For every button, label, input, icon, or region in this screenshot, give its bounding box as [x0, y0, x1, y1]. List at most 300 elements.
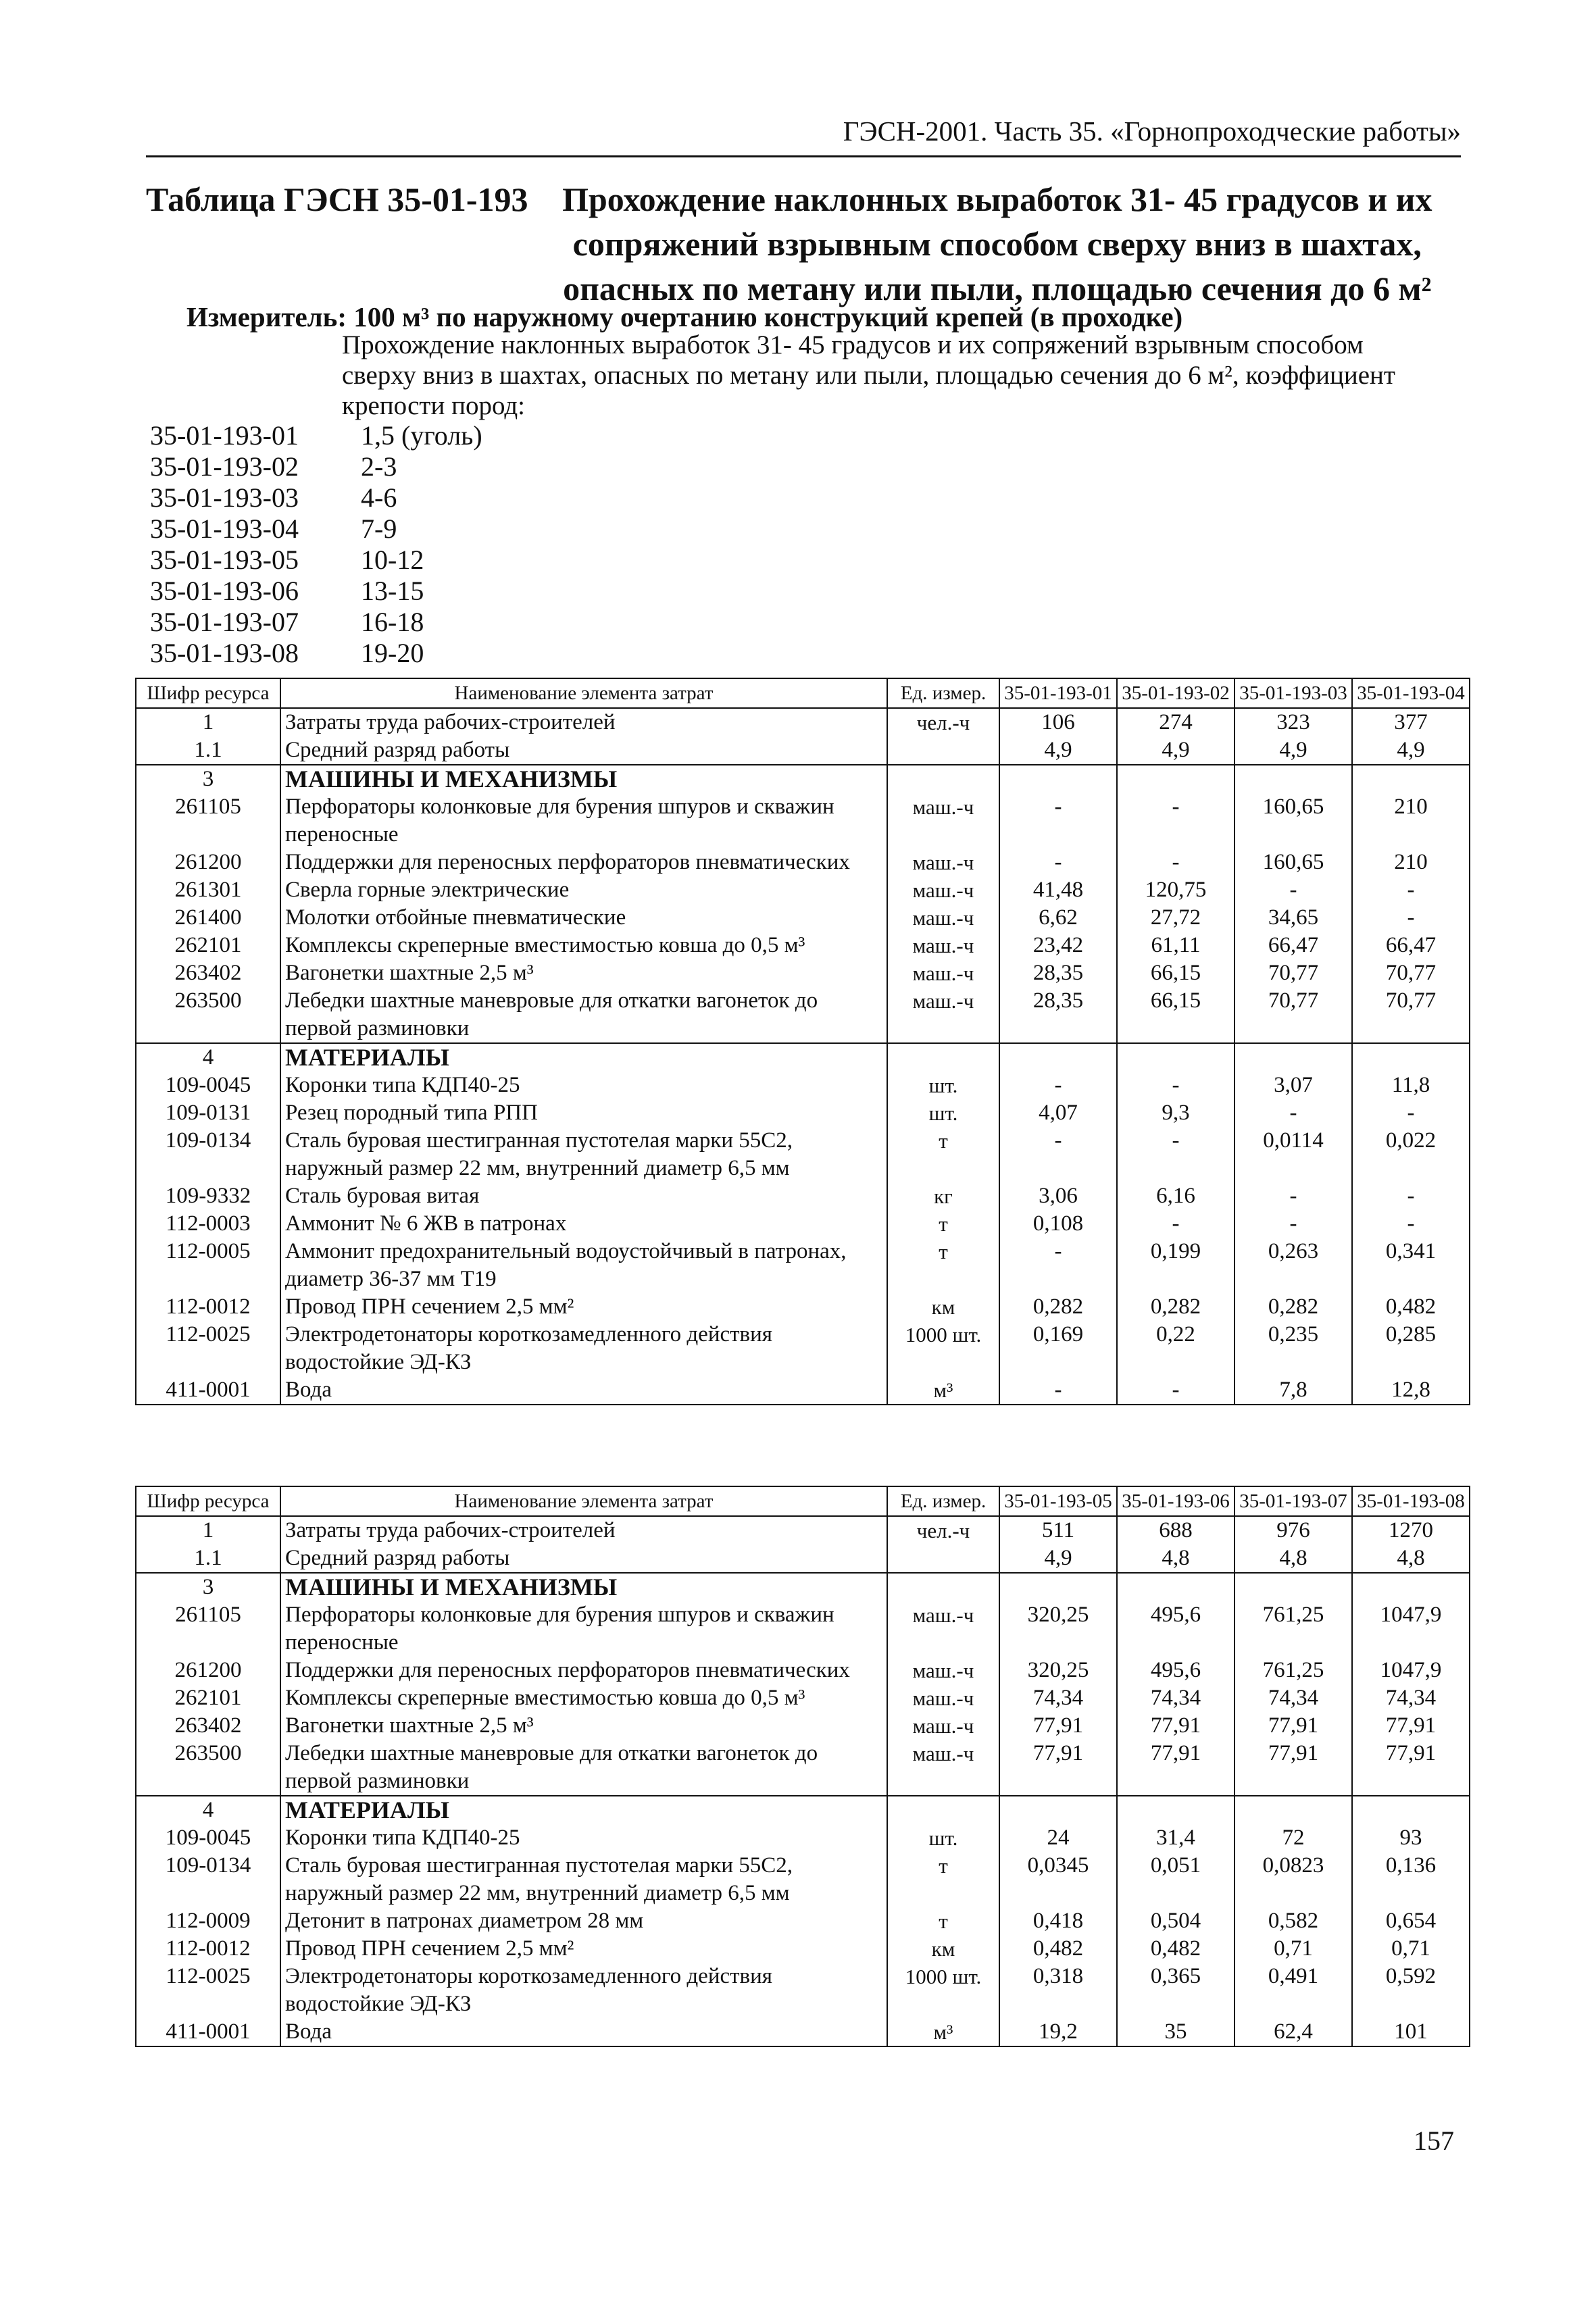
row-value: 74,34 [1235, 1684, 1352, 1712]
row-code: 109-0045 [136, 1824, 280, 1852]
header-col-2: 35-01-193-02 [1117, 678, 1235, 708]
row-value: 66,15 [1117, 987, 1235, 1043]
header-unit: Ед. измер. [887, 678, 999, 708]
table-row [136, 1182, 1470, 1210]
row-value: 77,91 [999, 1712, 1117, 1740]
row-unit: маш.-ч [887, 1712, 999, 1740]
table-row [136, 932, 1470, 959]
row-name: МАШИНЫ И МЕХАНИЗМЫ [280, 1573, 887, 1601]
row-value: 23,42 [999, 932, 1117, 959]
row-unit: т [887, 1907, 999, 1935]
row-value: 11,8 [1352, 1072, 1470, 1099]
row-code: 112-0005 [136, 1238, 280, 1293]
row-value: 0,263 [1235, 1238, 1352, 1293]
row-value: 77,91 [999, 1740, 1117, 1796]
row-value [1117, 765, 1235, 793]
row-value: 6,16 [1117, 1182, 1235, 1210]
row-value: 0,169 [999, 1321, 1117, 1376]
row-value: 27,72 [1117, 904, 1235, 932]
row-value: 4,8 [1117, 1544, 1235, 1573]
table-row [136, 1796, 1470, 1824]
row-unit: маш.-ч [887, 1740, 999, 1796]
row-code: 3 [136, 765, 280, 793]
row-name: Вода [280, 1376, 887, 1405]
row-value: - [1235, 1099, 1352, 1127]
row-value: - [1117, 849, 1235, 876]
row-value [1117, 1043, 1235, 1072]
row-name: Перфораторы колонковые для бурения шпуров и скважин переносные [280, 793, 887, 849]
row-code: 1 [136, 708, 280, 736]
row-value: 93 [1352, 1824, 1470, 1852]
row-value: 0,418 [999, 1907, 1117, 1935]
row-code: 109-0131 [136, 1099, 280, 1127]
row-name: Комплексы скреперные вместимостью ковша до 0,5 м³ [280, 932, 887, 959]
row-value: - [1352, 1099, 1470, 1127]
row-value: 7,8 [1235, 1376, 1352, 1405]
header-name: Наименование элемента затрат [280, 678, 887, 708]
code-id: 35-01-193-08 [150, 638, 299, 668]
row-unit: 1000 шт. [887, 1321, 999, 1376]
row-unit: шт. [887, 1099, 999, 1127]
row-unit: т [887, 1852, 999, 1907]
code-id: 35-01-193-06 [150, 576, 299, 606]
row-value: - [999, 1238, 1117, 1293]
table-row [136, 1321, 1470, 1376]
row-code: 263500 [136, 1740, 280, 1796]
table-row [136, 987, 1470, 1043]
row-value: 4,8 [1235, 1544, 1352, 1573]
row-name: Провод ПРН сечением 2,5 мм² [280, 1935, 887, 1963]
row-name: Средний разряд работы [280, 1544, 887, 1573]
row-value: 3,07 [1235, 1072, 1352, 1099]
meter-line: Измеритель: 100 м³ по наружному очертанию конструкций крепей (в проходке) [186, 301, 1183, 332]
row-value: - [1352, 1182, 1470, 1210]
table-row [136, 1516, 1470, 1544]
row-name: Комплексы скреперные вместимостью ковша до 0,5 м³ [280, 1684, 887, 1712]
row-value: 0,282 [1235, 1293, 1352, 1321]
row-value: 74,34 [1352, 1684, 1470, 1712]
row-value: 1270 [1352, 1516, 1470, 1544]
row-value: 3,06 [999, 1182, 1117, 1210]
code-id: 35-01-193-03 [150, 482, 299, 513]
code-value: 16-18 [361, 607, 424, 637]
row-unit: м³ [887, 1376, 999, 1405]
row-code: 1.1 [136, 1544, 280, 1573]
row-value: 66,47 [1235, 932, 1352, 959]
row-value: 761,25 [1235, 1657, 1352, 1684]
row-name: Перфораторы колонковые для бурения шпуров и скважин переносные [280, 1601, 887, 1657]
row-name: Электродетонаторы короткозамедленного действия водостойкие ЭД-КЗ [280, 1321, 887, 1376]
row-value: 210 [1352, 793, 1470, 849]
row-value: 4,9 [1117, 736, 1235, 765]
row-value: - [999, 1376, 1117, 1405]
row-value: 70,77 [1235, 987, 1352, 1043]
row-value: 0,285 [1352, 1321, 1470, 1376]
row-name: Сталь буровая шестигранная пустотелая марки 55С2, наружный размер 22 мм, внутренний диаметр 6,5 мм [280, 1852, 887, 1907]
table-row [136, 1657, 1470, 1684]
row-value: 976 [1235, 1516, 1352, 1544]
row-value: 0,0823 [1235, 1852, 1352, 1907]
row-value: - [1235, 876, 1352, 904]
row-name: Аммонит предохранительный водоустойчивый в патронах, диаметр 36-37 мм Т19 [280, 1238, 887, 1293]
row-value: 0,235 [1235, 1321, 1352, 1376]
header-code: Шифр ресурса [136, 678, 280, 708]
table-row [136, 736, 1470, 765]
row-unit: км [887, 1935, 999, 1963]
row-unit [887, 1043, 999, 1072]
code-value: 7-9 [361, 513, 397, 544]
header-unit: Ед. измер. [887, 1486, 999, 1516]
row-code: 262101 [136, 1684, 280, 1712]
header-col-4: 35-01-193-04 [1352, 678, 1470, 708]
row-name: Коронки типа КДП40-25 [280, 1824, 887, 1852]
row-value [1117, 1796, 1235, 1824]
row-value: 761,25 [1235, 1601, 1352, 1657]
row-value: 0,71 [1352, 1935, 1470, 1963]
row-value: 495,6 [1117, 1657, 1235, 1684]
table-row [136, 2018, 1470, 2046]
row-value: 511 [999, 1516, 1117, 1544]
table-row [136, 1684, 1470, 1712]
row-value: 160,65 [1235, 849, 1352, 876]
code-value: 19-20 [361, 638, 424, 668]
row-value: 34,65 [1235, 904, 1352, 932]
row-name: Поддержки для переносных перфораторов пневматических [280, 849, 887, 876]
row-value [1235, 1796, 1352, 1824]
row-value: 72 [1235, 1824, 1352, 1852]
code-id: 35-01-193-02 [150, 451, 299, 482]
row-value: 12,8 [1352, 1376, 1470, 1405]
code-id: 35-01-193-05 [150, 545, 299, 575]
table-row [136, 1293, 1470, 1321]
row-value: 0,341 [1352, 1238, 1470, 1293]
row-code: 4 [136, 1043, 280, 1072]
row-value: 77,91 [1352, 1740, 1470, 1796]
code-value: 2-3 [361, 451, 397, 482]
header-name: Наименование элемента затрат [280, 1486, 887, 1516]
code-item [150, 451, 482, 482]
header-col-4: 35-01-193-08 [1352, 1486, 1470, 1516]
row-name: Провод ПРН сечением 2,5 мм² [280, 1293, 887, 1321]
title-prefix: Таблица ГЭСН 35-01-193 [146, 180, 528, 218]
row-code: 112-0003 [136, 1210, 280, 1238]
row-value: 320,25 [999, 1601, 1117, 1657]
row-name: Молотки отбойные пневматические [280, 904, 887, 932]
row-value: - [1352, 904, 1470, 932]
row-value: 66,47 [1352, 932, 1470, 959]
row-code: 261105 [136, 1601, 280, 1657]
code-item [150, 513, 482, 545]
code-value: 10-12 [361, 545, 424, 575]
row-value: 320,25 [999, 1657, 1117, 1684]
code-item [150, 482, 482, 513]
row-value [1352, 1573, 1470, 1601]
row-name: Лебедки шахтные маневровые для откатки вагонеток до первой разминовки [280, 1740, 887, 1796]
row-value: 101 [1352, 2018, 1470, 2046]
row-value: 160,65 [1235, 793, 1352, 849]
row-unit [887, 1796, 999, 1824]
page-header: ГЭСН-2001. Часть 35. «Горнопроходческие работы» [146, 115, 1461, 157]
table-row [136, 1712, 1470, 1740]
row-value: 4,8 [1352, 1544, 1470, 1573]
row-value: 0,136 [1352, 1852, 1470, 1907]
row-value: 274 [1117, 708, 1235, 736]
table-row [136, 1852, 1470, 1907]
row-unit: маш.-ч [887, 849, 999, 876]
row-value: 688 [1117, 1516, 1235, 1544]
row-value: 77,91 [1235, 1712, 1352, 1740]
table-row [136, 1544, 1470, 1573]
row-value: - [1352, 1210, 1470, 1238]
row-value: 77,91 [1117, 1712, 1235, 1740]
row-value: - [1235, 1182, 1352, 1210]
row-value: 74,34 [1117, 1684, 1235, 1712]
code-item [150, 607, 482, 638]
row-unit: маш.-ч [887, 959, 999, 987]
row-unit [887, 1573, 999, 1601]
row-unit: т [887, 1210, 999, 1238]
row-value: 0,654 [1352, 1907, 1470, 1935]
row-value: 0,318 [999, 1963, 1117, 2018]
row-unit: т [887, 1127, 999, 1182]
title-line-1: Прохождение наклонных выработок 31- 45 градусов и их [562, 180, 1432, 218]
row-value: 74,34 [999, 1684, 1117, 1712]
row-value: - [1352, 876, 1470, 904]
row-value: 106 [999, 708, 1117, 736]
row-value: 0,282 [999, 1293, 1117, 1321]
table-row [136, 904, 1470, 932]
table-row [136, 708, 1470, 736]
row-name: МАТЕРИАЛЫ [280, 1796, 887, 1824]
row-code: 261301 [136, 876, 280, 904]
table-row [136, 1072, 1470, 1099]
code-id: 35-01-193-07 [150, 607, 299, 637]
code-id: 35-01-193-04 [150, 513, 299, 544]
row-value: 70,77 [1352, 987, 1470, 1043]
row-unit: чел.-ч [887, 708, 999, 736]
row-value: 0,22 [1117, 1321, 1235, 1376]
row-unit: маш.-ч [887, 987, 999, 1043]
row-name: МАШИНЫ И МЕХАНИЗМЫ [280, 765, 887, 793]
row-value: 9,3 [1117, 1099, 1235, 1127]
row-value: 0,199 [1117, 1238, 1235, 1293]
row-name: Коронки типа КДП40-25 [280, 1072, 887, 1099]
row-value: 4,9 [999, 736, 1117, 765]
row-value [1352, 765, 1470, 793]
row-code: 1 [136, 1516, 280, 1544]
row-code: 261105 [136, 793, 280, 849]
code-value: 1,5 (уголь) [361, 420, 482, 451]
row-value: - [1117, 1127, 1235, 1182]
header-col-2: 35-01-193-06 [1117, 1486, 1235, 1516]
row-name: Вагонетки шахтные 2,5 м³ [280, 1712, 887, 1740]
header-col-3: 35-01-193-03 [1235, 678, 1352, 708]
table-row [136, 1963, 1470, 2018]
row-name: Электродетонаторы короткозамедленного действия водостойкие ЭД-КЗ [280, 1963, 887, 2018]
row-value: 31,4 [1117, 1824, 1235, 1852]
row-value: 0,482 [1117, 1935, 1235, 1963]
row-value: 0,582 [1235, 1907, 1352, 1935]
row-code: 411-0001 [136, 2018, 280, 2046]
row-value: 210 [1352, 849, 1470, 876]
row-value: 41,48 [999, 876, 1117, 904]
row-code: 109-9332 [136, 1182, 280, 1210]
table-row [136, 1376, 1470, 1405]
row-value: 0,0114 [1235, 1127, 1352, 1182]
row-name: Сталь буровая шестигранная пустотелая марки 55С2, наружный размер 22 мм, внутренний диаметр 6,5 мм [280, 1127, 887, 1182]
row-code: 109-0045 [136, 1072, 280, 1099]
row-code: 109-0134 [136, 1127, 280, 1182]
table-row [136, 1043, 1470, 1072]
title-line-2: сопряжений взрывным способом сверху вниз в шахтах, [572, 225, 1422, 263]
row-value [1235, 1043, 1352, 1072]
code-id: 35-01-193-01 [150, 420, 299, 451]
row-name: Сверла горные электрические [280, 876, 887, 904]
row-code: 112-0025 [136, 1321, 280, 1376]
row-value [1352, 1796, 1470, 1824]
table-title [146, 177, 1461, 311]
header-col-1: 35-01-193-01 [999, 678, 1117, 708]
row-unit: маш.-ч [887, 932, 999, 959]
row-code: 263500 [136, 987, 280, 1043]
row-value: 0,592 [1352, 1963, 1470, 2018]
code-value: 13-15 [361, 576, 424, 606]
row-value: 35 [1117, 2018, 1235, 2046]
row-name: Затраты труда рабочих-строителей [280, 1516, 887, 1544]
table-row [136, 1601, 1470, 1657]
row-value [1235, 1573, 1352, 1601]
row-value: 0,0345 [999, 1852, 1117, 1907]
row-value: - [999, 1127, 1117, 1182]
row-value: 0,108 [999, 1210, 1117, 1238]
row-value: 77,91 [1352, 1712, 1470, 1740]
row-name: Вода [280, 2018, 887, 2046]
row-value: 1047,9 [1352, 1657, 1470, 1684]
row-value: 0,491 [1235, 1963, 1352, 2018]
row-value: 0,365 [1117, 1963, 1235, 2018]
table-row [136, 1935, 1470, 1963]
row-unit [887, 736, 999, 765]
row-value: 0,051 [1117, 1852, 1235, 1907]
row-unit: 1000 шт. [887, 1963, 999, 2018]
row-value: 0,022 [1352, 1127, 1470, 1182]
row-unit: т [887, 1238, 999, 1293]
row-code: 109-0134 [136, 1852, 280, 1907]
row-value [999, 765, 1117, 793]
row-code: 261200 [136, 1657, 280, 1684]
row-value: 4,07 [999, 1099, 1117, 1127]
row-value: 4,9 [999, 1544, 1117, 1573]
row-name: Средний разряд работы [280, 736, 887, 765]
row-name: Лебедки шахтные маневровые для откатки вагонеток до первой разминовки [280, 987, 887, 1043]
code-item [150, 576, 482, 607]
row-unit: маш.-ч [887, 1684, 999, 1712]
row-unit: маш.-ч [887, 1657, 999, 1684]
row-value: - [1235, 1210, 1352, 1238]
row-unit: кг [887, 1182, 999, 1210]
row-code: 262101 [136, 932, 280, 959]
row-value: 0,504 [1117, 1907, 1235, 1935]
row-value: 70,77 [1235, 959, 1352, 987]
row-value: 0,71 [1235, 1935, 1352, 1963]
row-value [1352, 1043, 1470, 1072]
row-unit [887, 765, 999, 793]
table-row [136, 1127, 1470, 1182]
table-row [136, 765, 1470, 793]
row-value: 495,6 [1117, 1601, 1235, 1657]
row-code: 112-0025 [136, 1963, 280, 2018]
row-value: 0,482 [1352, 1293, 1470, 1321]
table-row [136, 793, 1470, 849]
row-value: - [1117, 1210, 1235, 1238]
row-value: 1047,9 [1352, 1601, 1470, 1657]
row-value: 0,482 [999, 1935, 1117, 1963]
row-unit: м³ [887, 2018, 999, 2046]
row-value: - [1117, 793, 1235, 849]
row-value: - [1117, 1376, 1235, 1405]
code-item [150, 545, 482, 576]
row-name: Вагонетки шахтные 2,5 м³ [280, 959, 887, 987]
row-value: 70,77 [1352, 959, 1470, 987]
row-name: Сталь буровая витая [280, 1182, 887, 1210]
row-code: 411-0001 [136, 1376, 280, 1405]
table-row [136, 876, 1470, 904]
header-col-1: 35-01-193-05 [999, 1486, 1117, 1516]
code-value: 4-6 [361, 482, 397, 513]
row-value: 28,35 [999, 959, 1117, 987]
row-value: - [1117, 1072, 1235, 1099]
row-name: Затраты труда рабочих-строителей [280, 708, 887, 736]
table-row [136, 1907, 1470, 1935]
header-col-3: 35-01-193-07 [1235, 1486, 1352, 1516]
row-value: 62,4 [1235, 2018, 1352, 2046]
row-name: Детонит в патронах диаметром 28 мм [280, 1907, 887, 1935]
description: Прохождение наклонных выработок 31- 45 градусов и их сопряжений взрывным способом сверху вниз в шахтах, опасных по метану или пыли, площадью сечения до 6 м², коэффициент крепости пород: [342, 330, 1395, 420]
row-unit: чел.-ч [887, 1516, 999, 1544]
row-value: 77,91 [1235, 1740, 1352, 1796]
row-unit: км [887, 1293, 999, 1321]
code-item [150, 420, 482, 451]
row-value: 6,62 [999, 904, 1117, 932]
row-name: Аммонит № 6 ЖВ в патронах [280, 1210, 887, 1238]
row-value [1235, 765, 1352, 793]
row-value: - [999, 793, 1117, 849]
table-row [136, 1740, 1470, 1796]
row-value: 28,35 [999, 987, 1117, 1043]
row-code: 112-0012 [136, 1935, 280, 1963]
table-row [136, 1210, 1470, 1238]
resource-table-1 [135, 678, 1470, 1405]
table-row [136, 1573, 1470, 1601]
row-value: - [999, 1072, 1117, 1099]
row-code: 112-0012 [136, 1293, 280, 1321]
row-code: 261400 [136, 904, 280, 932]
row-unit [887, 1544, 999, 1573]
row-value [999, 1573, 1117, 1601]
table-row [136, 849, 1470, 876]
codes-list [150, 420, 482, 669]
row-value: 0,282 [1117, 1293, 1235, 1321]
row-name: МАТЕРИАЛЫ [280, 1043, 887, 1072]
row-value: 77,91 [1117, 1740, 1235, 1796]
row-value: 66,15 [1117, 959, 1235, 987]
row-value [999, 1043, 1117, 1072]
row-code: 4 [136, 1796, 280, 1824]
header-code: Шифр ресурса [136, 1486, 280, 1516]
table-row [136, 959, 1470, 987]
row-code: 261200 [136, 849, 280, 876]
row-unit: маш.-ч [887, 1601, 999, 1657]
